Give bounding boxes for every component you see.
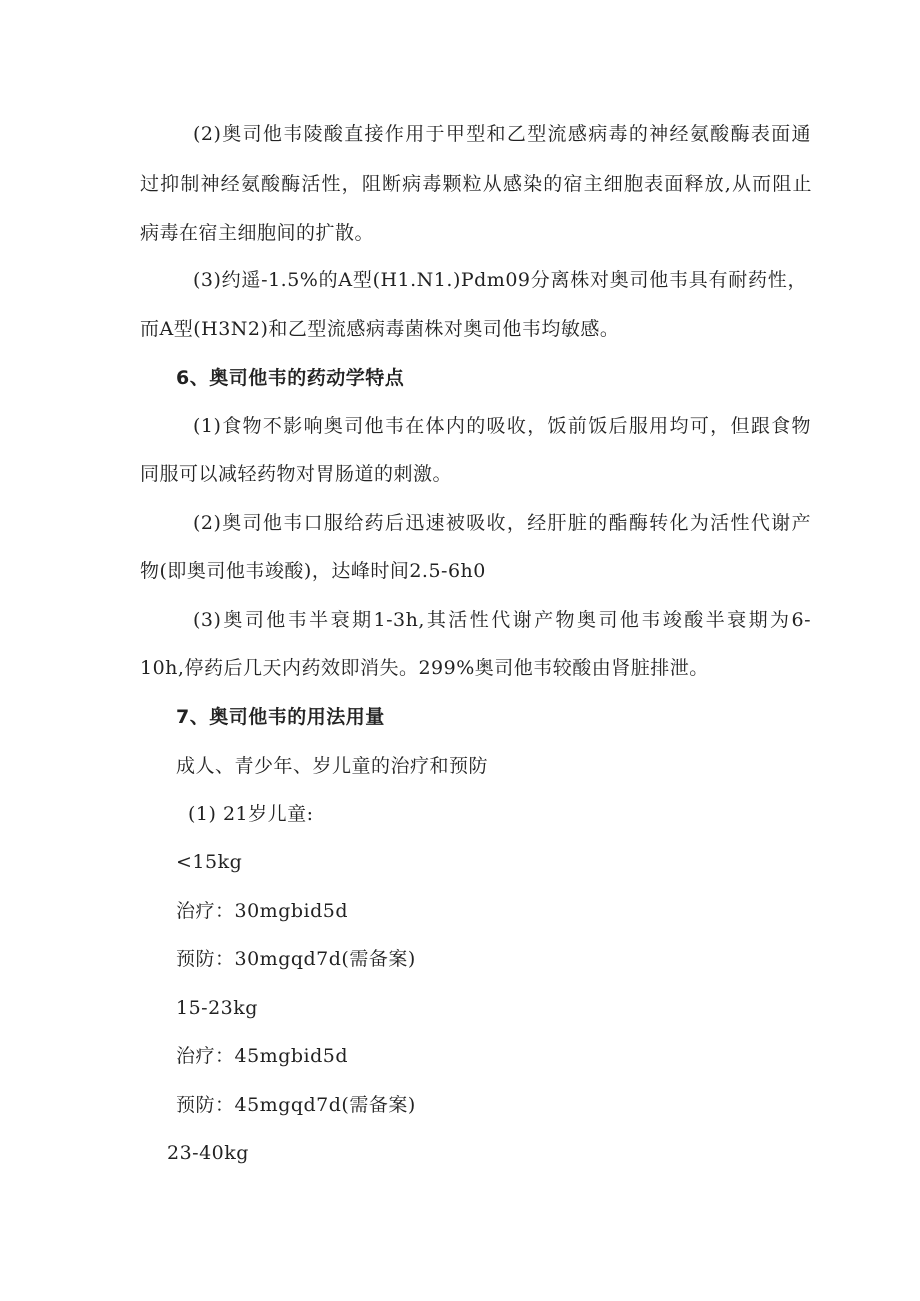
paragraph-halflife-line-2: 10h,停药后几天内药效即消失。299%奥司他韦较酸由肾脏排泄。: [140, 657, 709, 679]
paragraph-neuraminidase-line-2: 过抑制神经氨酸酶活性，阻断病毒颗粒从感染的宿主细胞表面释放,从而阻止: [140, 173, 812, 195]
weight-range-2: 15-23kg: [176, 997, 258, 1019]
paragraph-resistance-line-2: 而A型(H3N2)和乙型流感病毒菌株对奥司他韦均敏感。: [140, 318, 620, 340]
paragraph-halflife-line-1: (3)奥司他韦半衰期1-3h,其活性代谢产物奥司他韦竣酸半衰期为6-: [193, 609, 811, 631]
weight-range-3: 23-40kg: [167, 1142, 249, 1164]
treatment-dose-1: 治疗：30mgbid5d: [176, 900, 349, 922]
prevention-dose-2: 预防：45mgqd7d(需备案): [176, 1094, 416, 1116]
paragraph-neuraminidase-line-3: 病毒在宿主细胞间的扩散。: [140, 222, 375, 244]
paragraph-absorption-line-1: (2)奥司他韦口服给药后迅速被吸收，经肝脏的酯酶转化为活性代谢产: [193, 512, 811, 534]
treatment-dose-2: 治疗：45mgbid5d: [176, 1045, 349, 1067]
prevention-dose-1: 预防：30mgqd7d(需备案): [176, 948, 416, 970]
section-heading-pharmacokinetics: 6、奥司他韦的药动学特点: [176, 367, 405, 389]
paragraph-absorption-line-2: 物(即奥司他韦竣酸)，达峰时间2.5-6h0: [140, 560, 486, 582]
age-group-label: (1) 21岁儿童:: [188, 803, 314, 825]
weight-range-1: <15kg: [176, 851, 243, 873]
usage-intro: 成人、青少年、岁儿童的治疗和预防: [176, 755, 489, 777]
section-heading-dosage: 7、奥司他韦的用法用量: [176, 706, 385, 728]
paragraph-neuraminidase-line-1: (2)奥司他韦陵酸直接作用于甲型和乙型流感病毒的神经氨酸酶表面通: [193, 123, 811, 145]
paragraph-resistance-line-1: (3)约遥-1.5%的A型(H1.N1.)Pdm09分离株对奥司他韦具有耐药性，: [193, 269, 807, 291]
paragraph-food-line-1: (1)食物不影响奥司他韦在体内的吸收，饭前饭后服用均可，但跟食物: [193, 415, 811, 437]
paragraph-food-line-2: 同服可以减轻药物对胃肠道的刺激。: [140, 463, 453, 485]
